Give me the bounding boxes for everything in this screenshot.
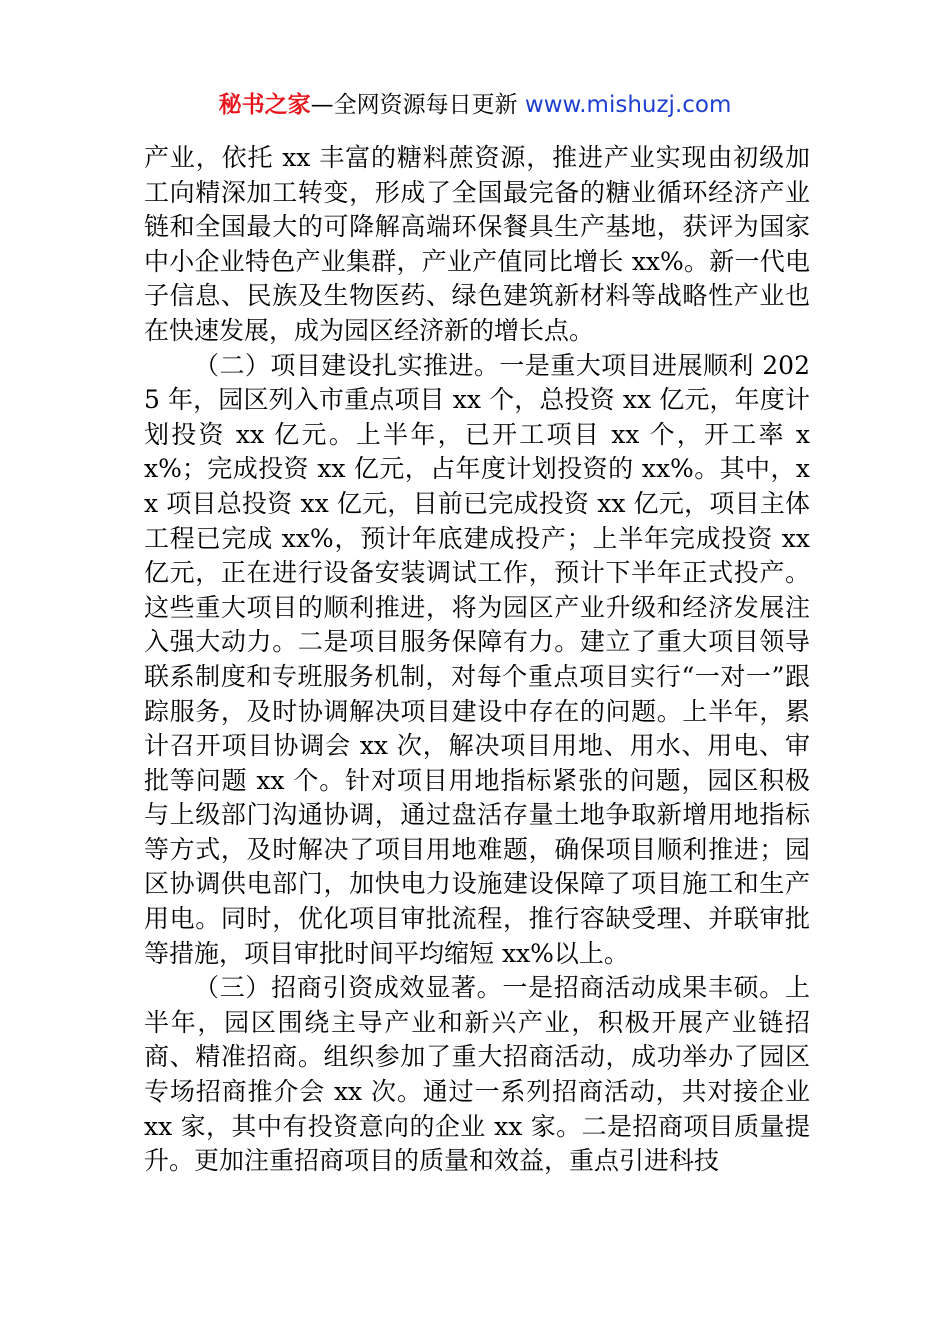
header-tagline: —全网资源每日更新 xyxy=(310,92,525,118)
page-header xyxy=(0,88,950,122)
website-link[interactable]: www.mishuzj.com xyxy=(524,92,732,118)
paragraph-project-construction: （二）项目建设扎实推进。一是重大项目进展顺利 2025 年，园区列入市重点项目 xx 个，总投资 xx 亿元，年度计划投资 xx 亿元。上半年，已开工项目 xx 个，开工率 xx%；完成投资 xx 亿元，占年度计划投资的 xx%。其中，xx 项目总投资 xx 亿元，目前已完成投资 xx 亿元，项目主体工程已完成 xx%，预计年底建成投产；上半年完成投资 xx 亿元，正在进行设备安装调试工作，预计下半年正式投产。这些重大项目的顺利推进，将为园区产业升级和经济发展注入强大动力。二是项目服务保障有力。建立了重大项目领导联系制度和专班服务机制，对每个重点项目实行“一对一”跟踪服务，及时协调解决项目建设中存在的问题。上半年，累计召开项目协调会 xx 次，解决项目用地、用水、用电、审批等问题 xx 个。针对项目用地指标紧张的问题，园区积极与上级部门沟通协调，通过盘活存量土地争取新增用地指标等方式，及时解决了项目用地难题，确保项目顺利推进；园区协调供电部门，加快电力设施建设保障了项目施工和生产用电。同时，优化项目审批流程，推行容缺受理、并联审批等措施，项目审批时间平均缩短 xx%以上。 xyxy=(144,350,810,968)
document-body xyxy=(144,141,810,1179)
paragraph-investment-attraction: （三）招商引资成效显著。一是招商活动成果丰硕。上半年，园区围绕主导产业和新兴产业，积极开展产业链招商、精准招商。组织参加了重大招商活动，成功举办了园区专场招商推介会 xx 次。通过一系列招商活动，共对接企业 xx 家，其中有投资意向的企业 xx 家。二是招商项目质量提升。更加注重招商项目的质量和效益，重点引进科技 xyxy=(144,973,810,1176)
paragraph-continued: 产业，依托 xx 丰富的糖料蔗资源，推进产业实现由初级加工向精深加工转变，形成了全国最完备的糖业循环经济产业链和全国最大的可降解高端环保餐具生产基地，获评为国家中小企业特色产业集群，产业产值同比增长 xx%。新一代电子信息、民族及生物医药、绿色建筑新材料等战略性产业也在快速发展，成为园区经济新的增长点。 xyxy=(144,143,810,345)
brand-name: 秘书之家 xyxy=(218,92,311,118)
